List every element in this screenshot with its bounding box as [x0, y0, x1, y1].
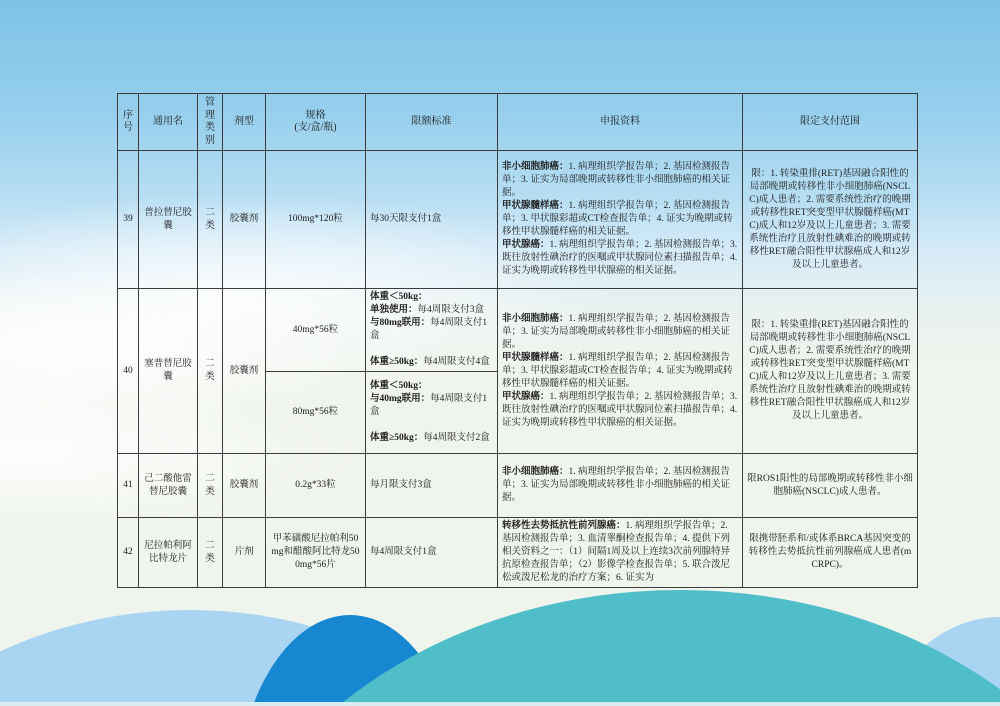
cell-limit-standard: 体重＜50kg： 与40mg联用：每4周限支付1盒 体重≥50kg：每4周限支付2盒 — [366, 372, 498, 454]
cell-dosage-form: 胶囊剂 — [223, 454, 266, 518]
cell-spec: 40mg*56粒 — [266, 289, 366, 372]
cell-limit-standard: 每4周限支付1盒 — [366, 518, 498, 588]
cell-seq: 41 — [118, 454, 139, 518]
cell-limit-standard: 每30天限支付1盒 — [366, 151, 498, 289]
cell-payment-scope: 限ROS1阳性的局部晚期或转移性非小细胞肺癌(NSCLC)成人患者。 — [743, 454, 918, 518]
col-header-application-materials: 申报资料 — [498, 94, 743, 151]
table-header-row — [118, 94, 918, 151]
cell-application-materials: 非小细胞肺癌：1. 病理组织学报告单；2. 基因检测报告单；3. 证实为局部晚期或转移性非小细胞肺癌的相关证据。 甲状腺髓样癌：1. 病理组织学报告单；2. 基因检测报告单；3. 甲状腺彩超或CT检查报告单；4. 证实为晚期或转移性甲状腺髓样癌的相关证据。 甲状腺癌：1. 病理组织学报告单；2. 基因检测报告单；3. 既往放射性碘治疗的医嘱或甲状腺同位素扫描报告单；4. 证实为晚期或转移性甲状腺癌的相关证据。 — [498, 289, 743, 454]
decorative-hills — [0, 560, 1000, 706]
col-header-seq: 序号 — [118, 94, 139, 151]
col-header-dosage-form: 剂型 — [223, 94, 266, 151]
cell-spec: 80mg*56粒 — [266, 372, 366, 454]
cell-seq: 42 — [118, 518, 139, 588]
table-row-41 — [118, 454, 918, 518]
cell-limit-standard: 每月限支付3盒 — [366, 454, 498, 518]
col-header-limit-standard: 限额标准 — [366, 94, 498, 151]
cell-mgmt-category: 二类 — [198, 289, 223, 454]
spec-header-line1: 规格 — [305, 109, 326, 121]
cell-dosage-form: 片剂 — [223, 518, 266, 588]
drug-payment-limit-table — [117, 93, 918, 588]
cell-mgmt-category: 二类 — [198, 518, 223, 588]
cell-dosage-form: 胶囊剂 — [223, 151, 266, 289]
spec-header-line2: (支/盒/瓶) — [294, 122, 337, 133]
col-header-spec — [266, 94, 366, 151]
cell-payment-scope: 限：1. 转染重排(RET)基因融合阳性的局部晚期或转移性非小细胞肺癌(NSCLC)成人患者；2. 需要系统性治疗的晚期或转移性RET突变型甲状腺髓样癌(MTC)成人和12岁及以上儿童患者；3. 需要系统性治疗且放射性碘难治的晚期或转移性RET融合阳性甲状腺癌成人和12岁及以上儿童患者。 — [743, 289, 918, 454]
cell-generic-name: 己二酸他雷替尼胶囊 — [139, 454, 198, 518]
cell-payment-scope: 限：1. 转染重排(RET)基因融合阳性的局部晚期或转移性非小细胞肺癌(NSCLC)成人患者；2. 需要系统性治疗的晚期或转移性RET突变型甲状腺髓样癌(MTC)成人和12岁及以上儿童患者；3. 需要系统性治疗且放射性碘难治的晚期或转移性RET融合阳性甲状腺癌成人和12岁及以上儿童患者。 — [743, 151, 918, 289]
col-header-mgmt-category: 管理类别 — [198, 94, 223, 151]
cell-generic-name: 塞普替尼胶囊 — [139, 289, 198, 454]
cell-spec: 甲苯磺酸尼拉帕利50mg和醋酸阿比特龙500mg*56片 — [266, 518, 366, 588]
col-header-generic-name: 通用名 — [139, 94, 198, 151]
cell-mgmt-category: 二类 — [198, 151, 223, 289]
cell-mgmt-category: 二类 — [198, 454, 223, 518]
table-row-39 — [118, 151, 918, 289]
cell-dosage-form: 胶囊剂 — [223, 289, 266, 454]
cell-application-materials: 非小细胞肺癌：1. 病理组织学报告单；2. 基因检测报告单；3. 证实为局部晚期或转移性非小细胞肺癌的相关证据。 — [498, 454, 743, 518]
cell-seq: 39 — [118, 151, 139, 289]
cell-application-materials: 非小细胞肺癌：1. 病理组织学报告单；2. 基因检测报告单；3. 证实为局部晚期或转移性非小细胞肺癌的相关证据。 甲状腺髓样癌：1. 病理组织学报告单；2. 基因检测报告单；3. 甲状腺彩超或CT检查报告单；4. 证实为晚期或转移性甲状腺髓样癌的相关证据。 甲状腺癌：1. 病理组织学报告单；2. 基因检测报告单；3. 既往放射性碘治疗的医嘱或甲状腺同位素扫描报告单；4. 证实为晚期或转移性甲状腺癌的相关证据。 — [498, 151, 743, 289]
col-header-payment-scope: 限定支付范围 — [743, 94, 918, 151]
table-row-40a — [118, 289, 918, 372]
cell-spec: 0.2g*33粒 — [266, 454, 366, 518]
cell-spec: 100mg*120粒 — [266, 151, 366, 289]
cell-generic-name: 尼拉帕利阿比特龙片 — [139, 518, 198, 588]
cell-payment-scope: 限携带胚系和/或体系BRCA基因突变的转移性去势抵抗性前列腺癌成人患者(mCRPC)。 — [743, 518, 918, 588]
cell-limit-standard: 体重＜50kg： 单独使用：每4周限支付3盒 与80mg联用：每4周限支付1盒 体重≥50kg：每4周限支付4盒 — [366, 289, 498, 372]
cell-generic-name: 普拉替尼胶囊 — [139, 151, 198, 289]
cell-seq: 40 — [118, 289, 139, 454]
page-bottom-edge — [0, 702, 1000, 706]
cell-application-materials: 转移性去势抵抗性前列腺癌：1. 病理组织学报告单；2. 基因检测报告单；3. 血清睾酮检查报告单；4. 提供下列相关资料之一：（1）间隔1周及以上连续3次前列腺特异抗原检查报告单；（2）影像学检查报告单；5. 联合泼尼松或泼尼松龙的治疗方案；6. 证实为 — [498, 518, 743, 588]
